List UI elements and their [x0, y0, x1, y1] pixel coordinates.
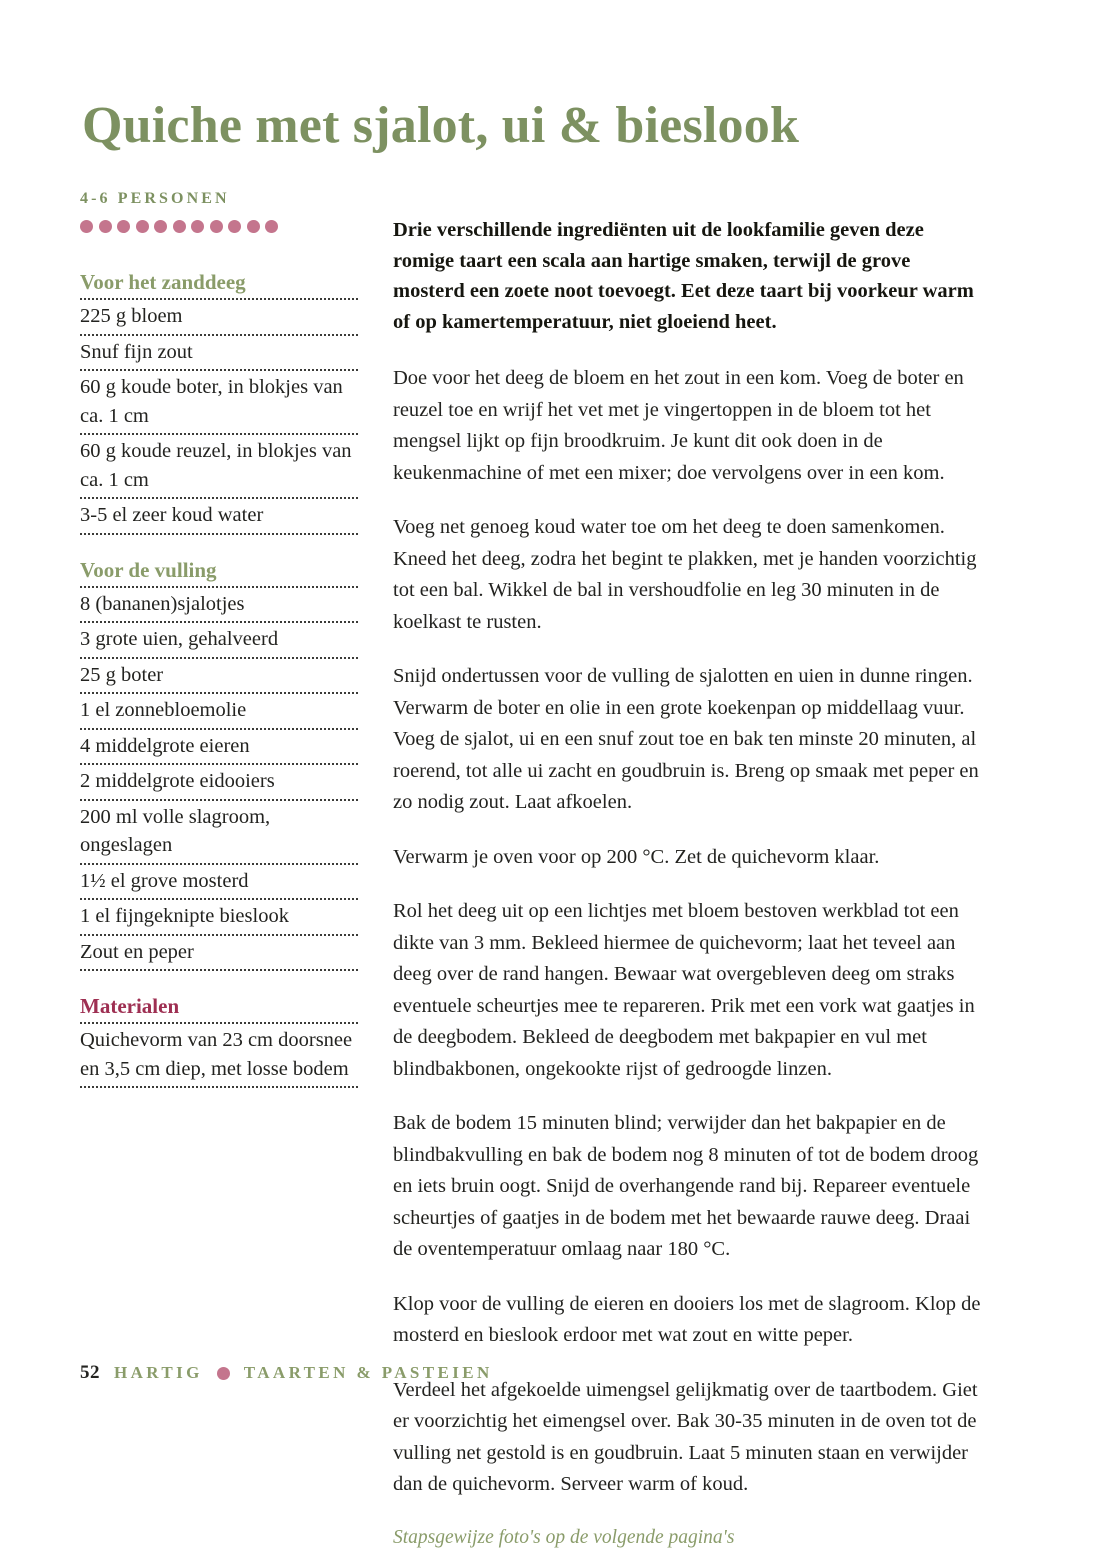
ingredients-column — [80, 190, 358, 1110]
footer-chapter: TAARTEN & PASTEIEN — [243, 1363, 493, 1382]
recipe-intro: Drie verschillende ingrediënten uit de lookfamilie geven deze romige taart een scala aan hartige smaken, terwijl de grove mosterd een zoete noot toevoegt. Eet deze taart bij voorkeur warm of op kamertemperatuur, niet gloeiend heet. — [393, 219, 974, 333]
ingredient-item: 2 middelgrote eidooiers — [80, 770, 275, 792]
method-steps — [393, 363, 987, 1501]
method-step: Verwarm je oven voor op 200 °C. Zet de quichevorm klaar. — [393, 845, 880, 868]
method-column — [393, 215, 987, 1552]
serving-dot-icon — [80, 220, 93, 233]
dotted-rule — [80, 898, 358, 900]
ingredient-item: 60 g koude boter, in blokjes van ca. 1 cm — [80, 376, 343, 427]
page-title: Quiche met sjalot, ui & bieslook — [82, 96, 800, 154]
ingredient-group — [80, 993, 358, 1088]
serving-dot-icon — [247, 220, 260, 233]
ingredient-item: Zout en peper — [80, 940, 194, 963]
footer-dot-icon — [217, 1367, 230, 1380]
ingredient-group-heading: Voor het zanddeeg — [80, 270, 246, 294]
method-step: Rol het deeg uit op een lichtjes met bloem bestoven werkblad tot een dikte van 3 mm. Bekleed hiermee de quichevorm; laat het teveel aan deeg over de rand hangen. Bewaar wat overgebleven deeg om straks eventuele scheurtjes mee te repareren. Prik met een vork wat gaatjes in de deegbodem. Bekleed de deegbodem met bakpapier en vul met blindbakbonen, ongekookte rijst of gedroogde linzen. — [393, 900, 975, 1080]
ingredient-item: Snuf fijn zout — [80, 340, 193, 363]
photo-note: Stapsgewijze foto's op de volgende pagina's — [393, 1526, 735, 1548]
ingredient-item: 60 g koude reuzel, in blokjes van ca. 1 cm — [80, 440, 352, 491]
serving-dot-icon — [228, 220, 241, 233]
dotted-rule — [80, 1086, 358, 1088]
ingredient-item: Quichevorm van 23 cm doorsnee en 3,5 cm diep, met losse bodem — [80, 1029, 353, 1080]
method-step: Snijd ondertussen voor de vulling de sjalotten en uien in dunne ringen. Verwarm de boter en olie in een grote koekenpan op middellaag vuur. Voeg de sjalot, ui en een snuf zout toe en bak ten minste 20 minuten, al roerend, tot alle ui zacht en goudbruin is. Breng op smaak met peper en zo nodig zout. Laat afkoelen. — [393, 665, 979, 813]
ingredient-item: 8 (bananen)sjalotjes — [80, 592, 245, 615]
dotted-rule — [80, 586, 358, 588]
dotted-rule — [80, 369, 358, 371]
ingredient-group-heading: Voor de vulling — [80, 557, 217, 582]
serving-dot-icon — [99, 220, 112, 233]
ingredient-item: 25 g boter — [80, 663, 164, 686]
ingredient-item: 1½ el grove mosterd — [80, 869, 249, 892]
dotted-rule — [80, 728, 358, 730]
page-number: 52 — [80, 1362, 100, 1383]
serving-dot-icon — [136, 220, 149, 233]
method-step: Klop voor de vulling de eieren en dooiers los met de slagroom. Klop de mosterd en bieslook erdoor met wat zout en witte peper. — [393, 1292, 981, 1346]
serving-dot-icon — [173, 220, 186, 233]
ingredient-group — [80, 557, 358, 972]
serving-dot-icon — [210, 220, 223, 233]
dotted-rule — [80, 621, 358, 623]
method-step: Doe voor het deeg de bloem en het zout in een kom. Voeg de boter en reuzel toe en wrijf het vet met je vingertoppen in de bloem tot het mengsel lijkt op fijn broodkruim. Je kunt dit ook doen in de keukenmachine of met een mixer; doe vervolgens over in een kom. — [393, 367, 964, 484]
dotted-rule — [80, 433, 358, 435]
page-footer — [80, 1362, 493, 1384]
ingredient-item: 1 el zonnebloemolie — [80, 699, 247, 721]
serving-dot-icon — [265, 220, 278, 233]
ingredient-item: 225 g bloem — [80, 305, 183, 327]
dotted-rule — [80, 1022, 358, 1024]
serving-dot-icon — [154, 220, 167, 233]
dotted-rule — [80, 533, 358, 535]
ingredient-group-heading: Materialen — [80, 994, 180, 1018]
serving-dot-icon — [117, 220, 130, 233]
footer-section: HARTIG — [114, 1363, 203, 1382]
method-step: Bak de bodem 15 minuten blind; verwijder dan het bakpapier en de blindbakvulling en bak de bodem nog 8 minuten of tot de bodem droog en iets bruin oogt. Snijd de overhangende rand bij. Repareer eventuele scheurtjes of gaatjes in de bodem met het bewaarde rauwe deeg. Draai de oventemperatuur omlaag naar 180 °C. — [393, 1112, 979, 1260]
ingredient-item: 3 grote uien, gehalveerd — [80, 628, 279, 650]
method-step: Verdeel het afgekoelde uimengsel gelijkmatig over de taartbodem. Giet er voorzichtig het eimengsel over. Bak 30-35 minuten in de oven tot de vulling net gestold is en goudbruin. Laat 5 minuten staan en verwijder dan de quichevorm. Serveer warm of koud. — [393, 1378, 978, 1495]
ingredient-item: 1 el fijngeknipte bieslook — [80, 905, 289, 927]
ingredient-groups — [80, 269, 358, 1088]
dotted-rule — [80, 657, 358, 659]
dotted-rule — [80, 298, 358, 300]
dotted-rule — [80, 969, 358, 971]
dotted-rule — [80, 497, 358, 499]
dotted-rule — [80, 934, 358, 936]
dotted-rule — [80, 799, 358, 801]
method-step: Voeg net genoeg koud water toe om het deeg te doen samenkomen. Kneed het deeg, zodra het begint te plakken, met je handen voorzichtig tot een bal. Wikkel de bal in vershoudfolie en leg 30 minuten in de koelkast te rusten. — [393, 516, 977, 633]
dotted-rule — [80, 863, 358, 865]
ingredient-item: 3-5 el zeer koud water — [80, 504, 264, 526]
servings-dots — [80, 220, 358, 233]
ingredient-group — [80, 269, 358, 535]
ingredient-item: 4 middelgrote eieren — [80, 734, 250, 757]
ingredient-item: 200 ml volle slagroom, ongeslagen — [80, 805, 271, 856]
servings-label: 4-6 PERSONEN — [80, 190, 230, 207]
dotted-rule — [80, 763, 358, 765]
serving-dot-icon — [191, 220, 204, 233]
dotted-rule — [80, 692, 358, 694]
dotted-rule — [80, 334, 358, 336]
